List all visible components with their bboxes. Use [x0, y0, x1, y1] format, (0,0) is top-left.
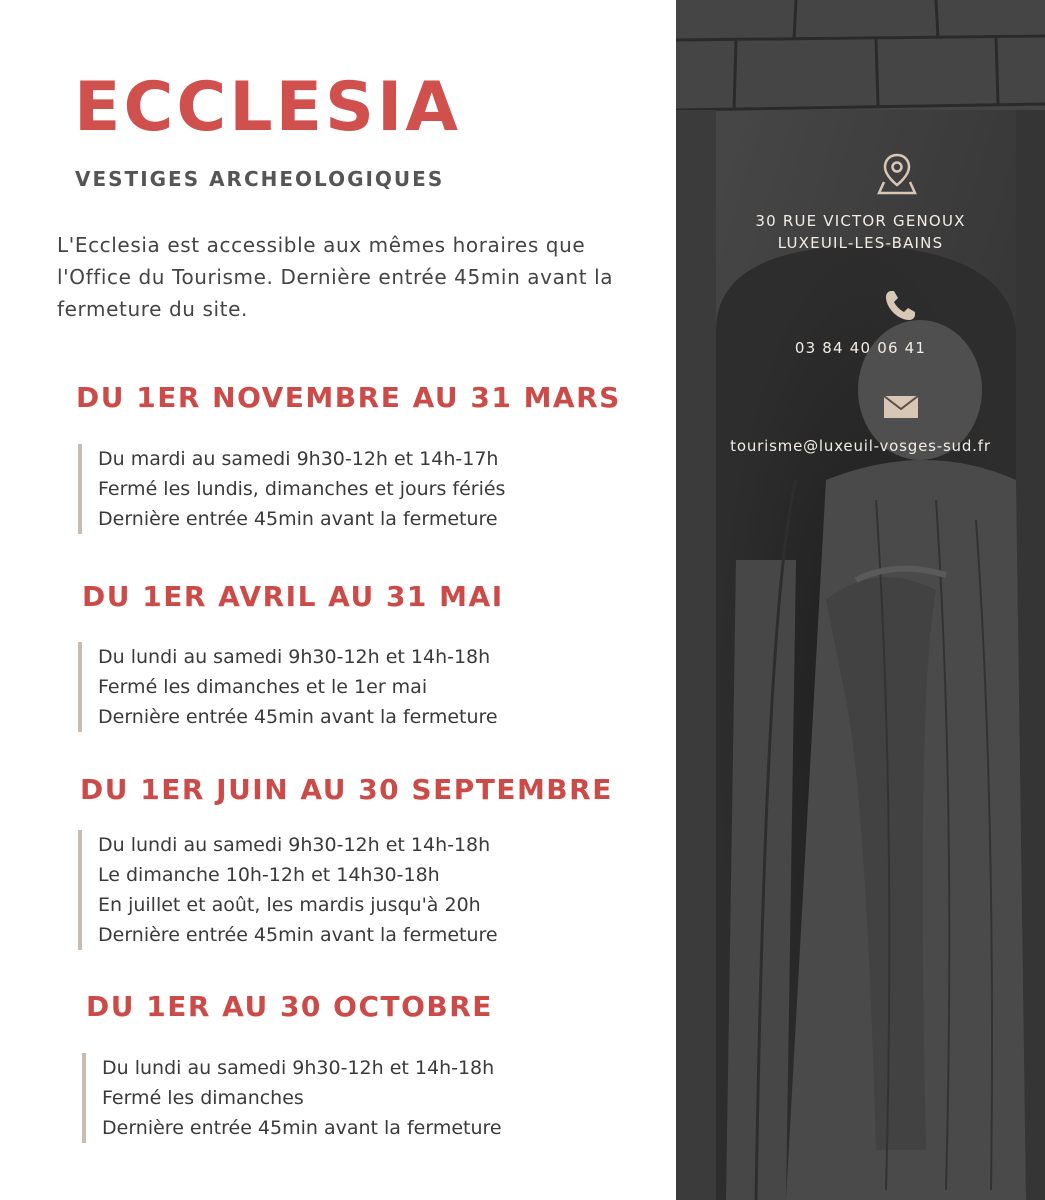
hours-line: Dernière entrée 45min avant la fermeture — [98, 924, 498, 946]
hours-line: Du lundi au samedi 9h30-12h et 14h-18h — [98, 834, 491, 856]
hours-block-winter — [78, 444, 505, 534]
contact-panel — [676, 0, 1045, 1200]
email-address[interactable]: tourisme@luxeuil-vosges-sud.fr — [730, 437, 991, 455]
envelope-icon — [883, 395, 919, 419]
section-title-winter: DU 1ER NOVEMBRE AU 31 MARS — [76, 381, 621, 414]
address-line2: LUXEUIL-LES-BAINS — [777, 234, 944, 252]
hours-line: Du lundi au samedi 9h30-12h et 14h-18h — [102, 1057, 495, 1079]
hours-block-summer — [78, 830, 498, 950]
hours-block-spring — [78, 642, 498, 732]
section-title-october: DU 1ER AU 30 OCTOBRE — [86, 990, 493, 1023]
address-line1: 30 RUE VICTOR GENOUX — [755, 212, 966, 230]
section-title-summer: DU 1ER JUIN AU 30 SEPTEMBRE — [80, 773, 613, 806]
hours-line: Dernière entrée 45min avant la fermeture — [102, 1117, 502, 1139]
stone-relief-background — [676, 0, 1045, 1200]
hours-line: Du lundi au samedi 9h30-12h et 14h-18h — [98, 646, 491, 668]
hours-line: Le dimanche 10h-12h et 14h30-18h — [98, 864, 440, 886]
hours-line: Dernière entrée 45min avant la fermeture — [98, 508, 498, 530]
hours-line: En juillet et août, les mardis jusqu'à 20h — [98, 894, 481, 916]
hours-line: Du mardi au samedi 9h30-12h et 14h-17h — [98, 448, 499, 470]
address — [676, 210, 1045, 254]
map-pin-icon — [876, 152, 918, 196]
phone-icon — [882, 288, 918, 324]
section-title-spring: DU 1ER AVRIL AU 31 MAI — [82, 580, 504, 613]
hours-line: Fermé les lundis, dimanches et jours fériés — [98, 478, 506, 500]
intro-text: L'Ecclesia est accessible aux mêmes horaires que l'Office du Tourisme. Dernière entrée 45min avant la fermeture du site. — [57, 233, 614, 321]
page-title: ECCLESIA — [74, 68, 461, 147]
hours-line: Fermé les dimanches et le 1er mai — [98, 676, 428, 698]
phone-number: 03 84 40 06 41 — [794, 339, 927, 357]
hours-line: Dernière entrée 45min avant la fermeture — [98, 706, 498, 728]
page-subtitle: VESTIGES ARCHEOLOGIQUES — [75, 167, 445, 191]
hours-line: Fermé les dimanches — [102, 1087, 304, 1109]
hours-block-october — [82, 1053, 502, 1143]
